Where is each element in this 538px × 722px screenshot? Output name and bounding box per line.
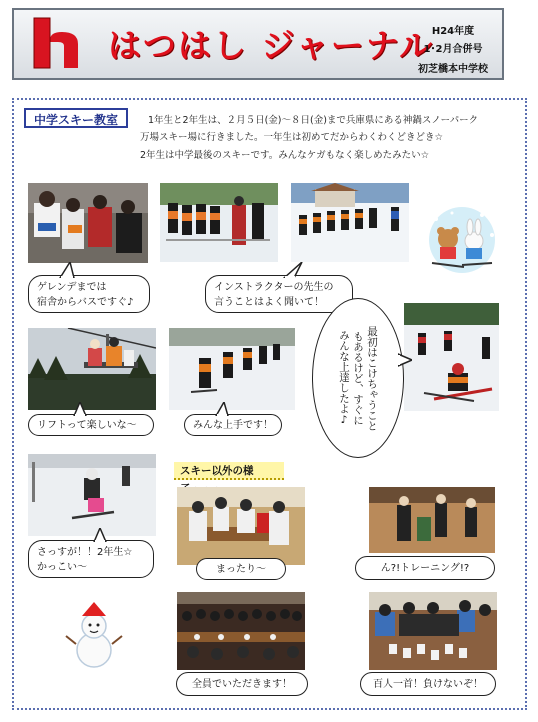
caption-bubble bbox=[176, 672, 308, 696]
caption-line: インストラクターの先生の 言うことはよく聞いて！ bbox=[214, 282, 334, 308]
caption-bubble bbox=[28, 540, 154, 578]
caption-line: みんな上手です！ bbox=[193, 420, 273, 431]
photo-lineup bbox=[160, 183, 278, 262]
photo-dining-hall bbox=[177, 592, 305, 670]
caption-line: 全員でいただきます！ bbox=[192, 678, 292, 690]
caption-bubble bbox=[205, 275, 353, 313]
newsletter-title: はつはし ジャーナル bbox=[108, 26, 435, 65]
caption-bubble bbox=[360, 672, 496, 696]
caption-bubble bbox=[28, 414, 154, 436]
caption-line: ん?!トレーニング!? bbox=[380, 562, 470, 574]
intro-line: 1年生と2年生は、２月５日(金)～８日(金)まで兵庫県にある神鍋スノーパーク bbox=[148, 115, 479, 126]
intro-line: 万場スキー場に行きました。一年生は初めてだからわくわくどきどき☆ bbox=[140, 132, 444, 143]
photo-ski-line bbox=[291, 183, 409, 262]
bubble-tail bbox=[212, 402, 234, 416]
intro-line: 2年生は中学最後のスキーです。みんなケガもなく楽しめたみたい☆ bbox=[140, 150, 430, 161]
bear-rabbit-skiing-icon bbox=[422, 205, 502, 275]
photo-karuta bbox=[369, 592, 497, 670]
photo-skiing-group bbox=[169, 328, 295, 410]
caption-line: 百人一首！負けないぞ！ bbox=[373, 678, 483, 690]
photo-relaxing-room bbox=[177, 487, 305, 565]
caption-line: まったり～ bbox=[216, 563, 266, 575]
caption-bubble bbox=[28, 275, 150, 313]
school-name: 初芝橋本中学校 bbox=[418, 64, 488, 75]
caption-line: 最初はこけちゃうこと もあるけど、すぐに みんな上達したよ♪ bbox=[338, 325, 378, 431]
photo-training bbox=[369, 487, 495, 553]
caption-line: さっすが！！2年生☆ かっこい～ bbox=[37, 547, 133, 573]
photo-ski-lift bbox=[28, 328, 156, 410]
h-logo-icon bbox=[28, 14, 84, 72]
bubble-tail bbox=[398, 350, 412, 370]
caption-line: ゲレンデまでは 宿舎からバスですぐ♪ bbox=[37, 282, 134, 308]
photo-bus-students bbox=[28, 183, 148, 263]
issue-year: H24年度 bbox=[431, 26, 475, 37]
photo-fallen-skier bbox=[404, 303, 499, 411]
section-title: 中学スキー教室 bbox=[24, 108, 128, 128]
bubble-tail bbox=[280, 262, 304, 278]
photo-second-year-skier bbox=[28, 454, 156, 536]
caption-bubble-vertical bbox=[312, 298, 404, 458]
caption-line: リフトって楽しいな～ bbox=[37, 420, 137, 431]
snowman-icon bbox=[64, 600, 124, 670]
bubble-tail bbox=[58, 262, 78, 278]
caption-bubble bbox=[184, 414, 282, 436]
other-activities-title: スキー以外の様 bbox=[174, 462, 284, 480]
bubble-tail bbox=[90, 528, 112, 542]
issue-number: 1･2月合併号 bbox=[423, 44, 483, 55]
bubble-tail bbox=[70, 402, 92, 416]
caption-bubble bbox=[196, 558, 286, 580]
caption-bubble bbox=[355, 556, 495, 580]
